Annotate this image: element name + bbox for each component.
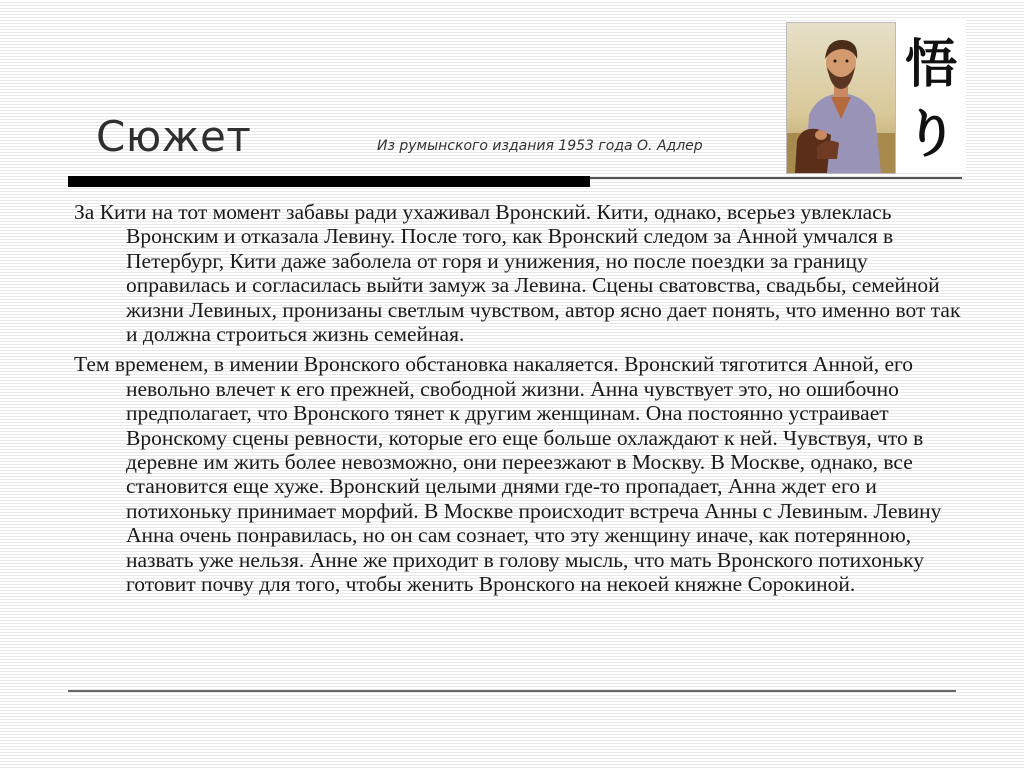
body-text: [74, 200, 964, 603]
paragraph-1: За Кити на тот момент забавы ради ухаживал Вронский. Кити, однако, всерьез увлеклась Вронским и отказала Левину. После того, как Вронский следом за Анной умчался в Петербург, Кити даже заболела от горя и унижения, но после поездки за границу оправилась и согласилась выйти замуж за Левина. Сцены сватовства, свадьбы, семейной жизни Левиных, пронизаны светлым чувством, автор ясно дает понять, что именно вот так и должна строиться жизнь семейная.: [74, 200, 961, 347]
title-underline-rule: [590, 177, 962, 179]
svg-text:悟: 悟: [904, 35, 958, 95]
illustration-caption: Из румынского издания 1953 года О. Адлер: [377, 138, 703, 154]
bottom-divider: [68, 690, 956, 692]
portrait-illustration: [786, 22, 896, 174]
svg-text:り: り: [904, 105, 958, 165]
slide-title: Сюжет: [96, 112, 252, 161]
title-underline-bar: [68, 176, 590, 187]
paragraph-2: Тем временем, в имении Вронского обстановка накаляется. Вронский тяготится Анной, его невольно влечет к его прежней, свободной жизни. Анна чувствует это, но ошибочно предполагает, что Вронского тянет к другим женщинам. Она постоянно устраивает Вронскому сцены ревности, которые его еще больше охлаждают к ней. Чувствуя, что в деревне им жить более невозможно, они переезжают в Москву. В Москве, однако, все становится еще хуже. Вронский целыми днями где-то пропадает, Анна ждет его и потихоньку принимает морфий. В Москве происходит встреча Анны с Левиным. Левину Анна очень понравилась, но он сам сознает, что эту женщину иначе, как потерянною, назвать уже нельзя. Анне же приходит в голову мысль, что мать Вронского потихоньку готовит почву для того, чтобы женить Вронского на некоей княжне Сорокиной.: [74, 352, 942, 597]
kanji-logo: [896, 18, 966, 172]
